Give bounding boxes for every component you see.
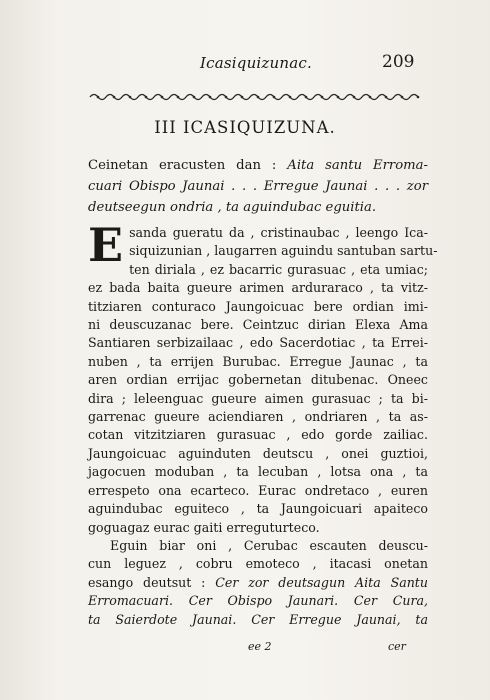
text-line: ez bada baita gueure arimen arduraraco , ta vitz-	[88, 280, 428, 296]
summary-italic-2: cuari Obispo Jaunai . . . Erregue Jaunai . . . zor	[88, 179, 428, 194]
summary-italic-1: Aita santu Erroma-	[287, 158, 428, 173]
text-line: cun leguez , cobru emoteco , itacasi onetan	[88, 556, 428, 572]
text-line: Santiaren serbizailaac , edo Sacerdotiac , ta Errei-	[88, 335, 428, 351]
signature-mark: ee 2	[248, 640, 272, 653]
text-line: goguagaz eurac gaiti erreguturteco.	[88, 519, 320, 535]
summary-italic-3: deutseegun ondria , ta aguindubac eguitia.	[88, 200, 377, 215]
italic-phrase: Cer zor deutsagun Aita Santu	[215, 574, 428, 590]
text-line: esango deutsut :	[88, 574, 216, 590]
running-title: Icasiquizunac.	[200, 54, 312, 72]
text-line: garrenac gueure aciendiaren , ondriaren , ta as-	[88, 409, 428, 425]
italic-phrase: Cer Cura,	[353, 593, 428, 609]
italic-phrase: Erromacuari.	[88, 593, 173, 609]
italic-phrase: ta Saierdote Jaunai.	[88, 611, 237, 627]
text-line: aguindubac eguiteco , ta Jaungoicuari apaiteco	[88, 501, 428, 517]
text-line: ni deuscuzanac bere. Ceintzuc dirian Elexa Ama	[88, 317, 428, 333]
italic-phrase: , ta	[396, 611, 428, 627]
text-line: sanda gueratu da , cristinaubac , leengo Ica-	[129, 225, 428, 240]
text-line: Eguin biar oni , Cerubac escauten deuscu-	[110, 537, 428, 553]
drop-cap: E	[88, 218, 124, 272]
running-head	[0, 52, 490, 74]
body-text	[88, 218, 438, 629]
chapter-title: III ICASIQUIZUNA.	[154, 118, 336, 137]
text-line: siquizunian , laugarren aguindu santuban sartu-	[129, 243, 438, 259]
catchword: cer	[388, 640, 406, 653]
page-number: 209	[382, 52, 415, 72]
text-line: jagocuen moduban , ta lecuban , lotsa ona , ta	[88, 464, 428, 480]
text-line: cotan vitzitziaren gurasuac , edo gorde zailiac.	[88, 427, 428, 443]
summary-lead: Ceinetan eracusten dan :	[88, 158, 288, 173]
text-line: titziaren conturaco Jaungoicuac bere ordian imi-	[88, 298, 428, 314]
italic-phrase: Cer Erregue Jaunai	[251, 611, 397, 627]
text-line: Jaungoicuac aguinduten deutscu , onei guztioi,	[88, 445, 428, 461]
text-line: ten diriala , ez bacarric gurasuac , eta umiac;	[129, 261, 428, 277]
text-line: dira ; leleenguac gueure aimen gurasuac ; ta bi-	[88, 390, 428, 406]
text-line: aren ordian errijac gobernetan ditubenac. Oneec	[88, 372, 428, 388]
text-line: errespeto ona ecarteco. Eurac ondretaco , euren	[88, 482, 428, 498]
text-line: nuben , ta errijen Burubac. Erregue Jaunac , ta	[88, 353, 428, 369]
page-footer	[88, 640, 428, 656]
italic-phrase: Cer Obispo Jaunari.	[188, 593, 339, 609]
chapter-summary	[88, 155, 428, 218]
ornamental-rule	[88, 92, 424, 102]
